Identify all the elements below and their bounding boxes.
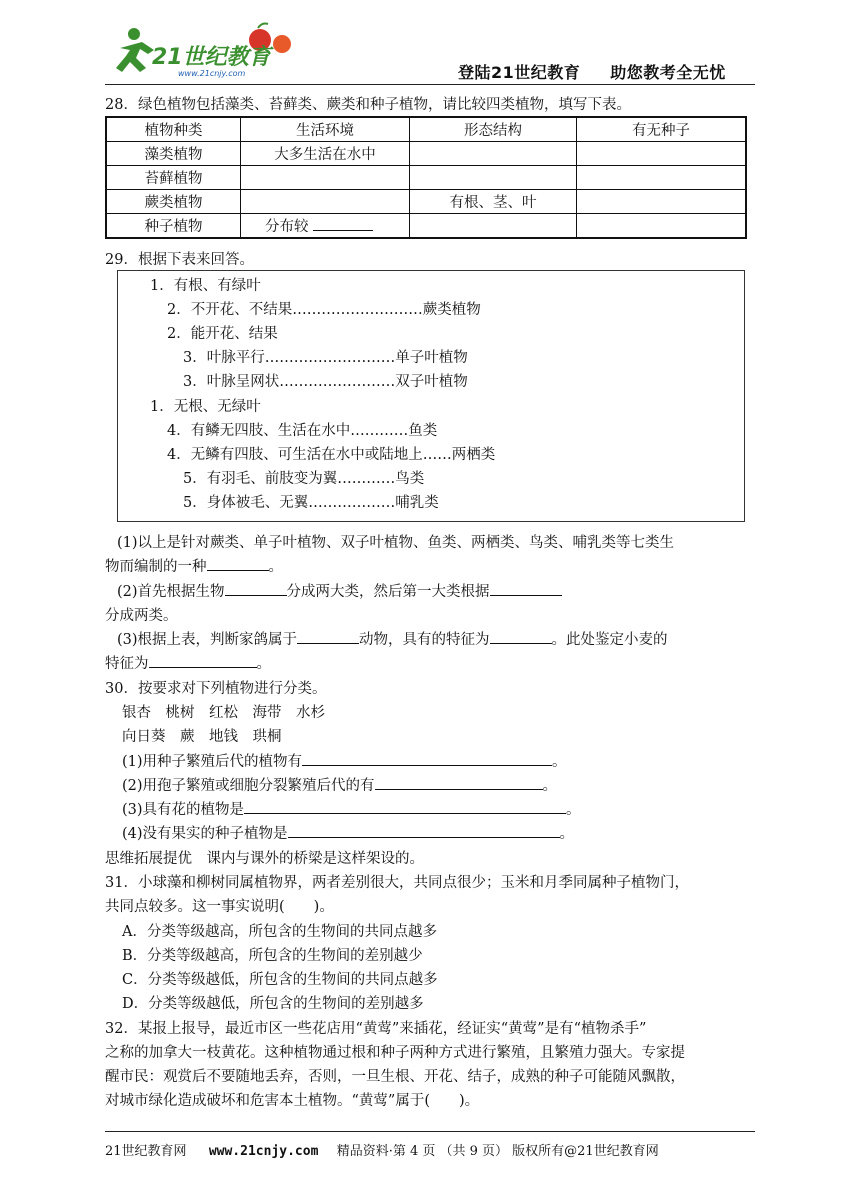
site-logo [112, 20, 312, 82]
table-cell[interactable] [241, 166, 410, 190]
table-cell[interactable] [577, 142, 747, 166]
table-cell: 苔藓植物 [106, 166, 241, 190]
q32-line: 醒市民：观赏后不要随地丢弃，否则，一旦生根、开花、结子，成熟的种子可能随风飘散， [105, 1069, 685, 1085]
key-line: 4．无鳞有四肢、可生活在水中或陆地上……两栖类 [167, 447, 496, 463]
key-line: 4．有鳞无四肢、生活在水中…………鱼类 [167, 423, 438, 439]
plant-list: 银杏 桃树 红松 海带 水杉 [122, 705, 325, 721]
slogan-left: 登陆21世纪教育 [458, 63, 581, 82]
key-line: 5．有羽毛、前肢变为翼…………鸟类 [183, 471, 425, 487]
table-cell: 大多生活在水中 [241, 142, 410, 166]
answer-blank[interactable] [207, 556, 269, 571]
table-row [106, 142, 746, 166]
table-header-cell: 形态结构 [410, 117, 577, 142]
option-a[interactable]: A．分类等级越高，所包含的生物间的共同点越多 [122, 924, 437, 940]
answer-blank[interactable] [225, 581, 287, 596]
runner-icon [116, 28, 154, 72]
q30-sub2: (2)用孢子繁殖或细胞分裂繁殖后代的有 。 [122, 774, 557, 795]
answer-blank[interactable] [302, 751, 552, 766]
q31-stem-line2: 共同点较多。这一事实说明( )。 [105, 899, 334, 915]
q30-sub4: (4)没有果实的种子植物是 。 [122, 822, 574, 843]
answer-blank[interactable] [244, 799, 566, 814]
key-line: 1．有根、有绿叶 [150, 278, 261, 294]
option-c[interactable]: C．分类等级越低，所包含的生物间的共同点越多 [122, 972, 438, 988]
q28-stem: 28．绿色植物包括藻类、苔藓类、蕨类和种子植物，请比较四类植物，填写下表。 [105, 97, 631, 113]
key-line: 1．无根、无绿叶 [150, 399, 261, 415]
logo-url: www.21cnjy.com [178, 69, 246, 78]
table-cell[interactable] [410, 166, 577, 190]
table-header-cell: 有无种子 [577, 117, 747, 142]
option-d[interactable]: D．分类等级越低，所包含的生物间的差别越多 [122, 996, 424, 1012]
table-cell: 蕨类植物 [106, 190, 241, 214]
plant-comparison-table [105, 116, 747, 239]
q32-line: 之称的加拿大一枝黄花。这种植物通过根和种子两种方式进行繁殖，且繁殖力强大。专家提 [105, 1045, 685, 1061]
q30-sub3: (3)具有花的植物是 。 [122, 798, 581, 819]
table-row [106, 166, 746, 190]
q30-stem: 30．按要求对下列植物进行分类。 [105, 681, 327, 697]
q29-sub1-line1: (1)以上是针对蕨类、单子叶植物、双子叶植物、鱼类、两栖类、鸟类、哺乳类等七类生 [117, 535, 675, 551]
q29-sub1-line2: 物而编制的一种 。 [105, 555, 283, 576]
table-row [106, 190, 746, 214]
table-cell: 有根、茎、叶 [410, 190, 577, 214]
logo-text: 21世纪教育 [152, 45, 271, 70]
answer-blank[interactable] [490, 629, 552, 644]
key-line: 2．不开花、不结果………………………蕨类植物 [167, 302, 481, 318]
footer-site-name: 21世纪教育网 [105, 1144, 187, 1159]
table-header-cell: 生活环境 [241, 117, 410, 142]
key-line: 2．能开花、结果 [167, 326, 278, 342]
q30-sub1: (1)用种子繁殖后代的植物有 。 [122, 750, 567, 771]
table-cell[interactable] [577, 214, 747, 239]
section-heading: 思维拓展提优 课内与课外的桥梁是这样架设的。 [105, 851, 424, 867]
key-line: 3．叶脉呈网状……………………双子叶植物 [183, 374, 468, 390]
header-divider [105, 84, 755, 85]
table-header-cell: 植物种类 [106, 117, 241, 142]
answer-blank[interactable] [149, 653, 257, 668]
answer-blank[interactable] [313, 216, 373, 231]
table-header-row [106, 117, 746, 142]
table-cell[interactable] [410, 142, 577, 166]
key-line: 3．叶脉平行………………………单子叶植物 [183, 350, 468, 366]
table-cell [241, 214, 410, 239]
table-cell[interactable] [241, 190, 410, 214]
q32-line: 32．某报上报导，最近市区一些花店用“黄莺”来插花，经证实“黄莺”是有“植物杀手” [105, 1021, 647, 1037]
q32-line: 对城市绿化造成破坏和危害本土植物。“黄莺”属于( )。 [105, 1093, 480, 1109]
page-footer [105, 1140, 659, 1159]
q29-sub3-line1: (3)根据上表，判断家鸽属于 动物，具有的特征为 。此处鉴定小麦的 [117, 628, 668, 649]
q29-stem: 29．根据下表来回答。 [105, 252, 254, 268]
q29-sub2-line2: 分成两类。 [105, 608, 178, 624]
table-cell: 种子植物 [106, 214, 241, 239]
answer-blank[interactable] [375, 775, 543, 790]
table-cell[interactable] [577, 190, 747, 214]
table-row [106, 214, 746, 239]
footer-page-info: 精品资料·第 4 页 （共 9 页） 版权所有@21世纪教育网 [336, 1144, 659, 1159]
q29-sub2-line1: (2)首先根据生物 分成两大类，然后第一大类根据 [117, 580, 562, 601]
table-cell[interactable] [410, 214, 577, 239]
footer-divider [105, 1131, 755, 1132]
option-b[interactable]: B．分类等级越高，所包含的生物间的差别越少 [122, 948, 423, 964]
answer-blank[interactable] [490, 581, 562, 596]
distribution-label: 分布较 [265, 219, 309, 235]
header-slogan [458, 60, 726, 83]
key-line: 5．身体被毛、无翼………………哺乳类 [183, 495, 439, 511]
table-cell[interactable] [577, 166, 747, 190]
footer-url[interactable]: www.21cnjy.com [208, 1144, 319, 1159]
q29-sub3-line2: 特征为 。 [105, 652, 271, 673]
q31-stem-line1: 31．小球藻和柳树同属植物界，两者差别很大，共同点很少；玉米和月季同属种子植物门， [105, 875, 689, 891]
plant-list: 向日葵 蕨 地钱 珙桐 [122, 729, 282, 745]
table-cell: 藻类植物 [106, 142, 241, 166]
slogan-right: 助您教考全无忧 [610, 63, 726, 82]
answer-blank[interactable] [297, 629, 359, 644]
answer-blank[interactable] [288, 823, 560, 838]
